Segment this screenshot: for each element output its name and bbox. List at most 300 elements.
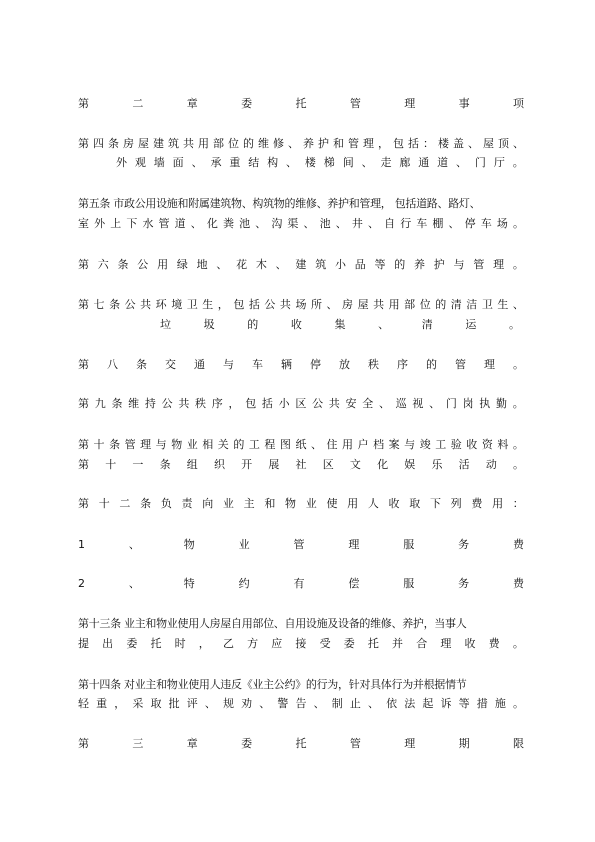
glyph: 房 [342, 298, 354, 311]
glyph: 理 [404, 97, 416, 110]
glyph: 包 [233, 298, 245, 311]
glyph: 特 [183, 577, 195, 590]
glyph: 卫 [481, 298, 493, 311]
glyph: 。 [512, 258, 524, 271]
glyph: 的 [435, 298, 447, 311]
glyph: 料 [497, 438, 509, 451]
glyph: 圾 [203, 318, 215, 331]
article-7-line-1 [78, 298, 524, 312]
glyph: 、 [378, 318, 390, 331]
glyph: 地 [196, 258, 208, 271]
glyph: 共 [328, 397, 340, 410]
glyph: 、 [128, 538, 140, 551]
glyph: 的 [247, 318, 259, 331]
glyph: 。 [512, 156, 524, 169]
glyph: 的 [426, 358, 437, 371]
glyph: 开 [241, 458, 253, 471]
glyph: 第 [78, 97, 89, 110]
fee-item-2 [78, 577, 524, 591]
glyph: 公 [161, 397, 173, 410]
glyph: 户 [357, 438, 369, 451]
glyph: 道 [174, 217, 186, 230]
glyph: 花 [236, 258, 248, 271]
glyph: 用 [492, 497, 504, 510]
glyph: 辆 [281, 358, 292, 371]
glyph: 、 [259, 697, 271, 710]
glyph: 用 [347, 497, 359, 510]
glyph: 筑 [168, 137, 179, 150]
glyph: 修 [273, 137, 284, 150]
glyph: 场 [496, 217, 508, 230]
glyph: 理 [493, 258, 505, 271]
glyph: 、 [191, 156, 203, 169]
fee-item-1 [78, 538, 524, 552]
glyph: 道 [437, 156, 449, 169]
glyph: 物 [171, 438, 183, 451]
glyph: 洁 [466, 298, 478, 311]
glyph: 面 [172, 156, 184, 169]
glyph: 共 [279, 298, 291, 311]
glyph: 门 [474, 156, 486, 169]
glyph: 住 [326, 438, 338, 451]
glyph: 组 [186, 458, 198, 471]
glyph: 建 [295, 258, 307, 271]
glyph: 全 [362, 397, 374, 410]
glyph: 区 [295, 397, 307, 410]
glyph: 屋 [138, 137, 149, 150]
glyph: 顶 [498, 137, 509, 150]
glyph: 施 [494, 697, 506, 710]
glyph: 括 [248, 298, 260, 311]
glyph: 第 [78, 438, 89, 451]
glyph: 1 [78, 538, 85, 551]
article-12 [78, 497, 524, 511]
glyph: 屋 [483, 137, 494, 150]
glyph: 委 [241, 97, 253, 110]
glyph: 服 [403, 577, 415, 590]
glyph: 十 [93, 438, 105, 451]
glyph: 合 [416, 637, 428, 650]
glyph: 、 [275, 258, 287, 271]
article-5-line-1: 第五条 市政公用设施和附属建筑物、构筑物的维修、养护和管理， 包括道路、路灯、 [78, 197, 481, 210]
glyph: 第 [78, 258, 89, 271]
glyph: 务 [458, 538, 470, 551]
glyph: 法 [404, 697, 416, 710]
glyph: 文 [349, 458, 361, 471]
glyph: 档 [373, 438, 385, 451]
glyph: 括 [261, 397, 273, 410]
glyph: 廊 [399, 156, 411, 169]
glyph: 验 [450, 438, 462, 451]
glyph: 停 [310, 358, 321, 371]
glyph: 化 [206, 217, 218, 230]
glyph: 梯 [323, 156, 335, 169]
glyph: 维 [258, 137, 269, 150]
glyph: 勤 [495, 397, 507, 410]
glyph: 依 [386, 697, 398, 710]
glyph: 第 [78, 458, 89, 471]
glyph: 物 [285, 497, 297, 510]
glyph: 管 [455, 358, 466, 371]
article-11 [78, 458, 524, 472]
glyph: 条 [109, 298, 121, 311]
glyph: 章 [186, 737, 198, 750]
glyph: 轻 [78, 697, 89, 710]
glyph: 共 [178, 397, 190, 410]
glyph: 服 [403, 538, 415, 551]
glyph: 交 [165, 358, 176, 371]
glyph: 有 [293, 577, 305, 590]
glyph: 九 [94, 397, 106, 410]
glyph: 。 [512, 637, 524, 650]
glyph: 期 [458, 737, 470, 750]
glyph: 和 [333, 137, 344, 150]
glyph: 管 [124, 438, 136, 451]
glyph: 向 [202, 497, 214, 510]
glyph: 费 [471, 497, 483, 510]
glyph: 第 [78, 137, 89, 150]
glyph: 工 [435, 438, 447, 451]
glyph: 条 [117, 258, 129, 271]
glyph: 卫 [186, 298, 198, 311]
glyph: 时 [174, 637, 186, 650]
article-8 [78, 358, 524, 372]
glyph: 、 [335, 217, 347, 230]
glyph: ， [217, 298, 229, 311]
glyph: 行 [400, 217, 412, 230]
glyph: 诉 [440, 697, 452, 710]
glyph: 托 [367, 637, 379, 650]
chapter-3-heading [78, 737, 524, 751]
glyph: 二 [132, 97, 144, 110]
glyph: 护 [318, 137, 329, 150]
glyph: 四 [93, 137, 104, 150]
glyph: 务 [458, 577, 470, 590]
glyph: 垃 [160, 318, 171, 331]
glyph: 。 [512, 397, 524, 410]
glyph: 、 [286, 156, 298, 169]
glyph: 化 [377, 458, 389, 471]
glyph: 室 [78, 217, 89, 230]
glyph: 业 [305, 497, 317, 510]
glyph: 构 [267, 156, 279, 169]
glyph: 小 [278, 397, 290, 410]
glyph: 通 [418, 156, 430, 169]
glyph: 、 [255, 217, 267, 230]
glyph: 和 [264, 497, 276, 510]
glyph: 第 [78, 397, 89, 410]
glyph: 动 [485, 458, 497, 471]
glyph: 走 [380, 156, 392, 169]
glyph: 、 [216, 258, 228, 271]
glyph: 池 [239, 217, 251, 230]
glyph: 场 [295, 298, 307, 311]
glyph: 费 [513, 577, 524, 590]
glyph: 、 [313, 697, 325, 710]
glyph: 包 [245, 397, 257, 410]
glyph: ， [228, 397, 240, 410]
glyph: 案 [388, 438, 400, 451]
glyph: 共 [373, 298, 385, 311]
glyph: 建 [153, 137, 164, 150]
glyph: 管 [348, 137, 359, 150]
glyph: 楼 [438, 137, 449, 150]
glyph: 采 [132, 697, 144, 710]
glyph: 取 [409, 497, 421, 510]
glyph: 工 [248, 438, 260, 451]
glyph: 。 [513, 358, 524, 371]
glyph: 收 [290, 318, 302, 331]
glyph: 盖 [453, 137, 464, 150]
glyph: 资 [481, 438, 493, 451]
glyph: 物 [183, 538, 195, 551]
glyph: 房 [123, 137, 134, 150]
glyph: 外 [94, 217, 106, 230]
glyph: 第 [78, 497, 89, 510]
glyph: 限 [513, 737, 524, 750]
glyph: 、 [361, 156, 373, 169]
glyph: ， [198, 637, 210, 650]
article-13-line-2 [78, 637, 524, 651]
glyph: 理 [348, 538, 360, 551]
glyph: 、 [367, 217, 379, 230]
glyph: 位 [419, 298, 431, 311]
glyph: 自 [384, 217, 396, 230]
glyph: 程 [264, 438, 276, 451]
glyph: 集 [334, 318, 346, 331]
glyph: 承 [210, 156, 222, 169]
glyph: 包 [393, 137, 404, 150]
glyph: 偿 [348, 577, 360, 590]
glyph: 理 [404, 737, 416, 750]
glyph: 止 [349, 697, 361, 710]
glyph: 的 [394, 258, 406, 271]
glyph: 第 [78, 737, 89, 750]
glyph: 托 [295, 97, 307, 110]
glyph: 业 [222, 497, 234, 510]
glyph: 业 [238, 538, 250, 551]
glyph: 共 [183, 137, 194, 150]
glyph: 批 [168, 697, 180, 710]
glyph: 境 [171, 298, 183, 311]
glyph: 与 [223, 358, 234, 371]
glyph: 条 [109, 438, 121, 451]
glyph: 管 [293, 538, 305, 551]
glyph: 环 [155, 298, 167, 311]
glyph: 、 [368, 697, 379, 710]
glyph: 等 [458, 697, 470, 710]
glyph: 、 [303, 217, 315, 230]
glyph: 粪 [222, 217, 234, 230]
glyph: 、 [288, 137, 299, 150]
glyph: 乙 [222, 637, 234, 650]
glyph: 六 [97, 258, 109, 271]
glyph: 告 [295, 697, 307, 710]
glyph: 起 [422, 697, 434, 710]
glyph: 委 [241, 737, 253, 750]
glyph: 养 [303, 137, 314, 150]
glyph: 秩 [195, 397, 207, 410]
glyph: 社 [295, 458, 307, 471]
glyph: 棚 [432, 217, 444, 230]
glyph: 重 [96, 697, 108, 710]
glyph: 木 [255, 258, 267, 271]
glyph: 劝 [241, 697, 253, 710]
glyph: 、 [456, 156, 468, 169]
glyph: 部 [213, 137, 224, 150]
glyph: 相 [202, 438, 214, 451]
article-4-line-1 [78, 137, 524, 151]
glyph: 管 [158, 217, 170, 230]
glyph: 用 [198, 137, 209, 150]
glyph: 业 [186, 438, 198, 451]
glyph: 、 [429, 397, 441, 410]
glyph: 生 [202, 298, 214, 311]
glyph: 出 [102, 637, 114, 650]
glyph: 品 [354, 258, 366, 271]
glyph: 接 [295, 637, 307, 650]
glyph: 。 [513, 458, 524, 471]
glyph: 规 [223, 697, 234, 710]
glyph: 条 [136, 358, 147, 371]
glyph: 与 [404, 438, 416, 451]
glyph: 约 [238, 577, 250, 590]
glyph: 负 [160, 497, 172, 510]
glyph: 所 [310, 298, 322, 311]
glyph: 池 [319, 217, 331, 230]
glyph: 沟 [271, 217, 283, 230]
glyph: 观 [134, 156, 146, 169]
glyph: 、 [378, 397, 390, 410]
glyph: 理 [484, 358, 495, 371]
glyph: 提 [78, 637, 89, 650]
glyph: 章 [186, 97, 198, 110]
glyph: 管 [349, 97, 361, 110]
glyph: 用 [388, 298, 400, 311]
glyph: 维 [128, 397, 140, 410]
glyph: 责 [181, 497, 193, 510]
glyph: 序 [211, 397, 223, 410]
glyph: 的 [243, 137, 254, 150]
glyph: 托 [150, 637, 162, 650]
glyph: 第 [78, 298, 89, 311]
glyph: 条 [108, 137, 119, 150]
glyph: 理 [440, 637, 452, 650]
glyph: 关 [217, 438, 229, 451]
glyph: 屋 [357, 298, 369, 311]
glyph: 应 [271, 637, 283, 650]
glyph: 委 [126, 637, 138, 650]
glyph: ， [378, 137, 389, 150]
glyph: 竣 [419, 438, 431, 451]
glyph: 门 [445, 397, 457, 410]
glyph: 部 [404, 298, 416, 311]
glyph: 、 [512, 298, 524, 311]
glyph: 三 [132, 737, 144, 750]
glyph: 事 [458, 97, 470, 110]
article-14-line-2 [78, 697, 524, 711]
glyph: 区 [322, 458, 334, 471]
glyph: 条 [159, 458, 171, 471]
article-10 [78, 438, 524, 452]
glyph: 。 [509, 318, 520, 331]
glyph: 纸 [295, 438, 307, 451]
glyph: 巡 [395, 397, 407, 410]
glyph: 取 [150, 697, 162, 710]
glyph: 停 [464, 217, 476, 230]
glyph: 收 [466, 438, 478, 451]
glyph: 车 [480, 217, 492, 230]
glyph: 护 [433, 258, 445, 271]
glyph: 清 [450, 298, 462, 311]
article-4-line-2 [116, 156, 524, 170]
glyph: 通 [194, 358, 205, 371]
glyph: 第 [78, 358, 89, 371]
glyph: 受 [319, 637, 331, 650]
glyph: 管 [473, 258, 485, 271]
glyph: 持 [144, 397, 156, 410]
glyph: 下 [126, 217, 138, 230]
glyph: 重 [229, 156, 241, 169]
glyph: 岗 [462, 397, 474, 410]
glyph: 展 [268, 458, 280, 471]
glyph: 等 [374, 258, 386, 271]
glyph: 、 [513, 137, 524, 150]
glyph: 。 [512, 217, 524, 230]
glyph: 生 [497, 298, 509, 311]
glyph: 十 [105, 458, 117, 471]
glyph: 用 [342, 438, 354, 451]
glyph: 理 [140, 438, 152, 451]
glyph: 括 [408, 137, 419, 150]
glyph: 渠 [287, 217, 299, 230]
glyph: 八 [107, 358, 118, 371]
glyph: 制 [331, 697, 343, 710]
glyph: 措 [476, 697, 488, 710]
glyph: 间 [342, 156, 354, 169]
glyph: 井 [351, 217, 363, 230]
glyph: 七 [93, 298, 105, 311]
glyph: 2 [78, 577, 85, 590]
glyph: 收 [388, 497, 400, 510]
glyph: 、 [448, 217, 460, 230]
glyph: 公 [312, 397, 324, 410]
glyph: 用 [157, 258, 169, 271]
glyph: 、 [204, 697, 216, 710]
glyph: 公 [124, 298, 136, 311]
glyph: 、 [128, 577, 140, 590]
glyph: 娱 [404, 458, 416, 471]
glyph: 清 [421, 318, 433, 331]
glyph: 养 [414, 258, 426, 271]
glyph: ： [423, 137, 434, 150]
glyph: 、 [326, 298, 338, 311]
glyph: 视 [412, 397, 424, 410]
glyph: 一 [132, 458, 144, 471]
glyph: 费 [513, 538, 524, 551]
glyph: 活 [458, 458, 470, 471]
glyph: 下 [429, 497, 441, 510]
glyph: 警 [277, 697, 289, 710]
glyph: 秩 [368, 358, 379, 371]
glyph: 织 [213, 458, 225, 471]
glyph: 公 [137, 258, 149, 271]
glyph: 乐 [431, 458, 443, 471]
article-14-line-1: 第十四条 对业主和物业使用人违反《业主公约》的行为，针对具体行为并根据情节 [78, 678, 467, 691]
glyph: 共 [140, 298, 152, 311]
glyph: 安 [345, 397, 357, 410]
glyph: 墙 [153, 156, 165, 169]
